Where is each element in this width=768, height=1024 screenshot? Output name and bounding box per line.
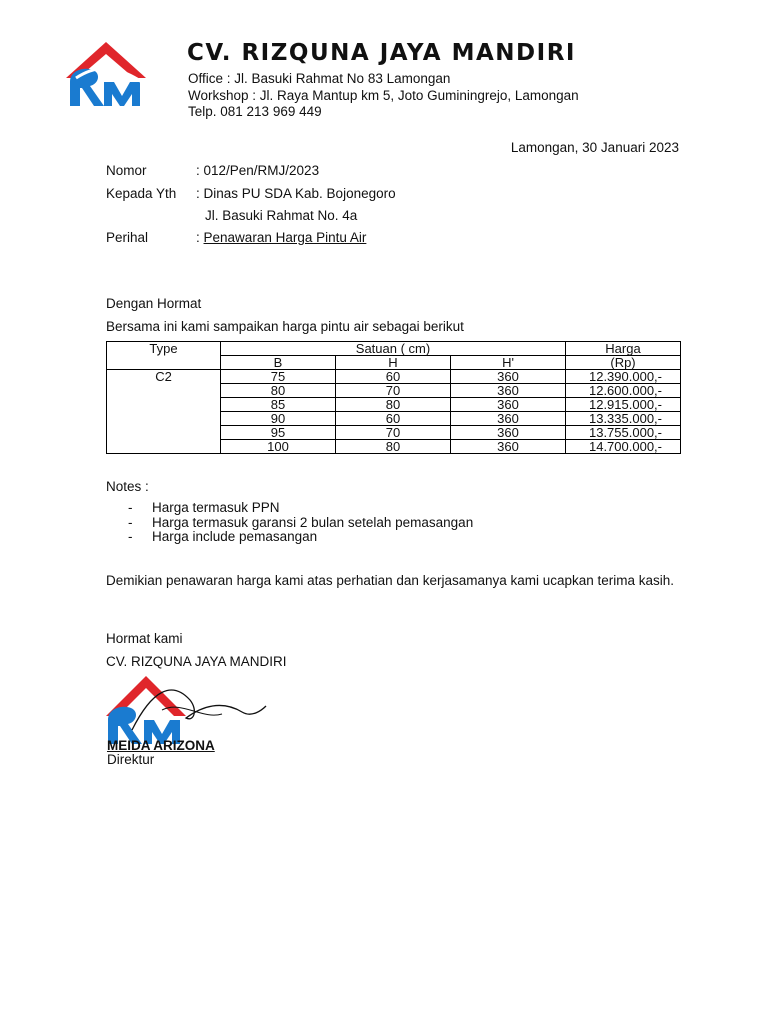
header-b: B — [221, 356, 336, 370]
header-type: Type — [107, 342, 221, 370]
cell-h: 80 — [336, 440, 451, 454]
note-text: Harga include pemasangan — [152, 529, 318, 544]
cell-h: 70 — [336, 384, 451, 398]
cell-h2: 360 — [451, 426, 566, 440]
note-bullet: - — [128, 529, 133, 544]
header-satuan: Satuan ( cm) — [221, 342, 566, 356]
cell-h: 80 — [336, 398, 451, 412]
company-name: CV. RIZQUNA JAYA MANDIRI — [187, 40, 576, 66]
cell-harga: 13.755.000,- — [566, 426, 681, 440]
cell-harga: 12.600.000,- — [566, 384, 681, 398]
company-phone: Telp. 081 213 969 449 — [188, 104, 322, 119]
cell-b: 75 — [221, 370, 336, 384]
header-h: H — [336, 356, 451, 370]
cell-h: 60 — [336, 370, 451, 384]
note-bullet: - — [128, 500, 133, 515]
cell-h: 60 — [336, 412, 451, 426]
regards: Hormat kami — [106, 631, 183, 646]
cell-h2: 360 — [451, 412, 566, 426]
workshop-address: Workshop : Jl. Raya Mantup km 5, Joto Guminingrejo, Lamongan — [188, 88, 579, 103]
cell-harga: 14.700.000,- — [566, 440, 681, 454]
cell-harga: 12.390.000,- — [566, 370, 681, 384]
cell-b: 100 — [221, 440, 336, 454]
perihal-line — [196, 230, 366, 245]
signer-name: MEIDA ARIZONA — [107, 738, 215, 753]
type-cell: C2 — [107, 370, 221, 454]
signer-role: Direktur — [107, 752, 155, 767]
cell-b: 80 — [221, 384, 336, 398]
perihal-label: Perihal — [106, 230, 149, 245]
closing-paragraph: Demikian penawaran harga kami atas perhatian dan kerjasamanya kami ucapkan terima kasih. — [106, 573, 675, 588]
company-logo — [60, 38, 152, 118]
table-row — [107, 370, 681, 384]
header-rp: (Rp) — [566, 356, 681, 370]
kepada-address: Jl. Basuki Rahmat No. 4a — [205, 208, 358, 223]
cell-harga: 12.915.000,- — [566, 398, 681, 412]
kepada-label: Kepada Yth — [106, 186, 177, 201]
cell-h2: 360 — [451, 398, 566, 412]
cell-h2: 360 — [451, 370, 566, 384]
cell-h2: 360 — [451, 440, 566, 454]
cell-h: 70 — [336, 426, 451, 440]
cell-b: 90 — [221, 412, 336, 426]
price-table — [106, 341, 681, 454]
notes-title: Notes : — [106, 479, 149, 494]
perihal-value: Penawaran Harga Pintu Air — [203, 230, 367, 245]
place-date: Lamongan, 30 Januari 2023 — [510, 140, 679, 155]
perihal-colon: : — [196, 230, 200, 245]
table-header-row — [107, 342, 681, 356]
kepada-value: : Dinas PU SDA Kab. Bojonegoro — [196, 186, 396, 201]
office-address: Office : Jl. Basuki Rahmat No 83 Lamongan — [188, 71, 451, 86]
cell-b: 95 — [221, 426, 336, 440]
salutation: Dengan Hormat — [106, 296, 202, 311]
note-bullet: - — [128, 514, 133, 530]
cell-b: 85 — [221, 398, 336, 412]
header-h2: H' — [451, 356, 566, 370]
nomor-value: : 012/Pen/RMJ/2023 — [196, 163, 320, 178]
nomor-label: Nomor — [106, 163, 147, 178]
cell-h2: 360 — [451, 384, 566, 398]
closing-company: CV. RIZQUNA JAYA MANDIRI — [106, 654, 287, 669]
note-text: Harga termasuk PPN — [152, 500, 280, 515]
header-harga: Harga — [566, 342, 681, 356]
cell-harga: 13.335.000,- — [566, 412, 681, 426]
note-text: Harga termasuk garansi 2 bulan setelah pemasangan — [152, 514, 474, 530]
intro-text: Bersama ini kami sampaikan harga pintu air sebagai berikut — [106, 319, 464, 334]
